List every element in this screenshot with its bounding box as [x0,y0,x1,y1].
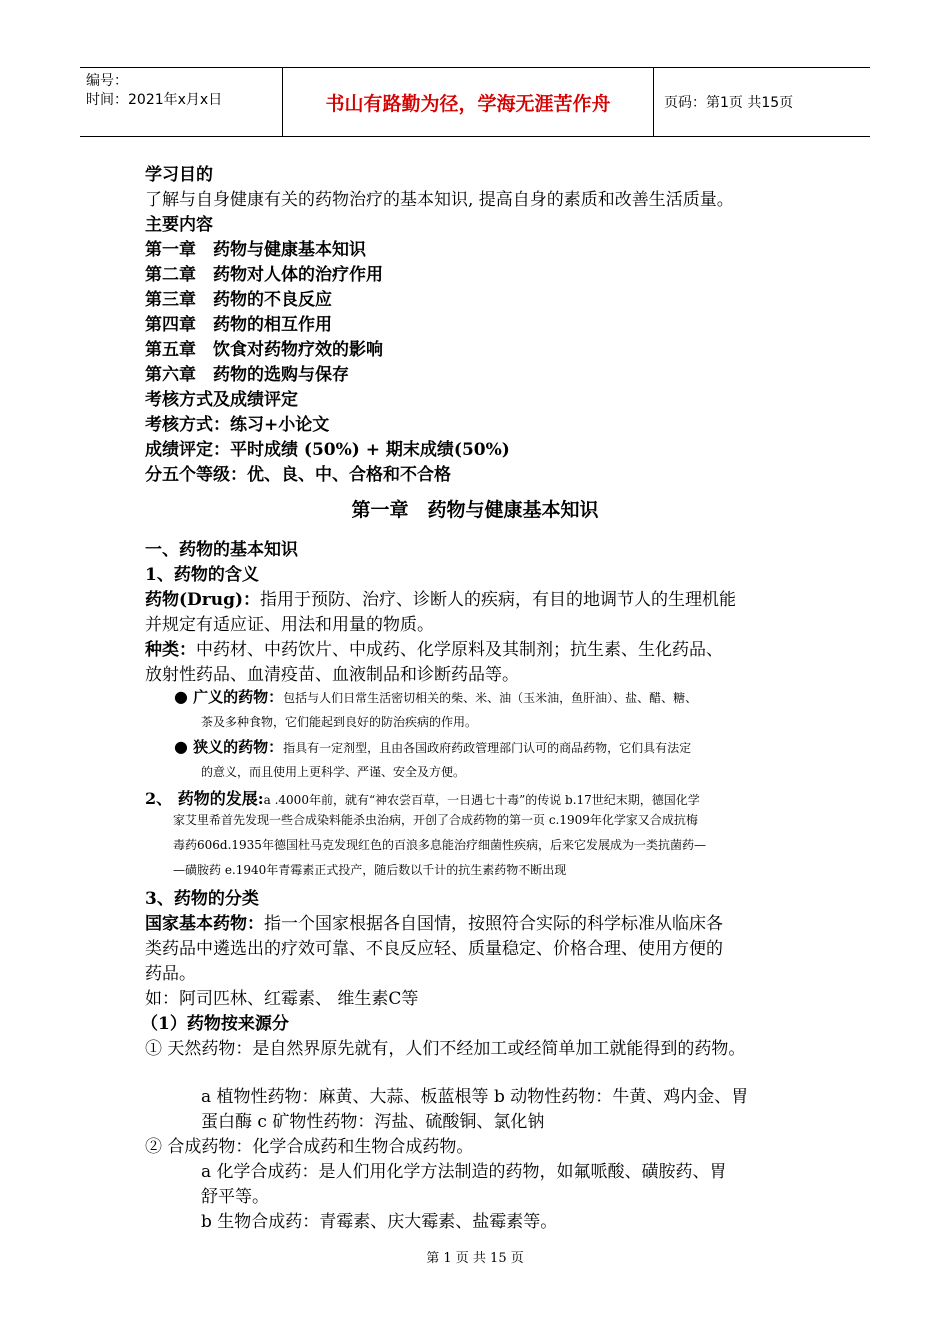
subsection-heading: 1、药物的含义 [145,565,259,585]
assess-method: 考核方式：练习+小论文 [145,415,330,435]
drug-definition [145,585,736,610]
bullet-icon: ● [174,687,188,706]
header-motto: 书山有路勤为径，学海无涯苦作舟 [283,68,654,136]
ess-text: 类药品中遴选出的疗效可靠、不良反应轻、质量稳定、价格合理、使用方便的 [145,939,723,959]
chapter-item: 第四章 药物的相互作用 [145,315,332,335]
chapter-item: 第五章 饮食对药物疗效的影响 [145,340,383,360]
types-text: 放射性药品、血清疫苗、血液制品和诊断药品等。 [145,665,519,685]
grading: 成绩评定：平时成绩 (50%) + 期末成绩(50%) [145,440,510,460]
drug-development [145,786,700,809]
grade-levels: 分五个等级：优、良、中、合格和不合格 [145,465,451,485]
chapter-title: 第一章 药物与健康基本知识 [351,499,599,521]
synthetic-drugs: ② 合成药物：化学合成药和生物合成药物。 [145,1137,474,1157]
chapter-item: 第三章 药物的不良反应 [145,290,332,310]
bio-synthetic: b 生物合成药：青霉素、庆大霉素、盐霉素等。 [201,1212,558,1232]
dev-text: a .4000年前，就有“神农尝百草，一日遇七十毒”的传说 b.17世纪末期，德国化学 [263,793,700,807]
dev-text: 家艾里希首先发现一些合成染料能杀虫治病，开创了合成药物的第一页 c.1909年化学家又合成抗梅 [173,813,698,827]
page-footer: 第 1 页 共 15 页 [426,1251,524,1266]
natural-drugs: ① 天然药物：是自然界原先就有，人们不经加工或经简单加工就能得到的药物。 [145,1039,746,1059]
assess-heading: 考核方式及成绩评定 [145,390,298,410]
subsection-heading: 3、药物的分类 [145,889,259,909]
essential-drugs [145,909,723,934]
drug-def-label: 药物(Drug)： [145,590,261,610]
chemical-synthetic: a 化学合成药：是人们用化学方法制造的药物，如氟哌酸、磺胺药、胃 [201,1162,727,1182]
broad-text: 茶及多种食物，它们能起到良好的防治疾病的作用。 [201,715,478,729]
header-time: 时间：2021年x月x日 [86,92,223,108]
narrow-text: 指具有一定剂型，且由各国政府药政管理部门认可的商品药物，它们具有法定 [283,741,692,755]
broad-text: 包括与人们日常生活密切相关的柴、米、油（玉米油，鱼肝油）、盐、醋、糖、 [283,691,698,705]
chemical-synthetic: 舒平等。 [201,1187,269,1207]
drug-types [145,635,723,660]
header-page-info: 页码：第1页 共15页 [664,95,794,111]
dev-text: —磺胺药 e.1940年青霉素正式投产，随后数以千计的抗生素药物不断出现 [173,863,567,877]
drug-def-text: 指用于预防、治疗、诊断人的疾病，有目的地调节人的生理机能 [260,590,737,610]
natural-examples: 蛋白酶 c 矿物性药物：泻盐、硫酸铜、氯化钠 [201,1112,545,1132]
ess-text: 指一个国家根据各自国情，按照符合实际的科学标准从临床各 [264,914,723,934]
narrow-text: 的意义，而且使用上更科学、严谨、安全及方便。 [201,765,466,779]
dev-label: 2、 药物的发展: [145,789,264,808]
dev-text: 毒药606d.1935年德国杜马克发现红色的百浪多息能治疗细菌性疾病，后来它发展成为一类抗菌药— [173,838,706,852]
chapter-item: 第二章 药物对人体的治疗作用 [145,265,383,285]
ess-label: 国家基本药物： [145,914,264,934]
page-header [80,67,870,137]
purpose-text: 了解与自身健康有关的药物治疗的基本知识, 提高自身的素质和改善生活质量。 [145,190,734,210]
contents-heading: 主要内容 [145,215,213,235]
narrow-label: 狭义的药物： [193,738,284,756]
narrow-drug-item [174,736,691,757]
ess-text: 药品。 [145,964,196,984]
natural-examples: a 植物性药物：麻黄、大蒜、板蓝根等 b 动物性药物：牛黄、鸡内金、胃 [201,1087,749,1107]
chapter-item: 第一章 药物与健康基本知识 [145,240,366,260]
header-number: 编号： [86,73,128,89]
section-heading: 一、药物的基本知识 [145,540,298,560]
broad-label: 广义的药物： [193,688,284,706]
types-text: 中药材、中药饮片、中成药、化学原料及其制剂；抗生素、生化药品、 [196,640,723,660]
drug-def-text: 并规定有适应证、用法和用量的物质。 [145,615,434,635]
broad-drug-item [174,686,697,707]
header-meta [80,68,283,136]
source-heading: （1）药物按来源分 [141,1014,289,1034]
types-label: 种类： [145,640,196,660]
chapter-item: 第六章 药物的选购与保存 [145,365,349,385]
bullet-icon: ● [174,737,188,756]
purpose-heading: 学习目的 [145,165,213,185]
example-text: 如：阿司匹林、红霉素、 维生素C等 [145,989,419,1009]
